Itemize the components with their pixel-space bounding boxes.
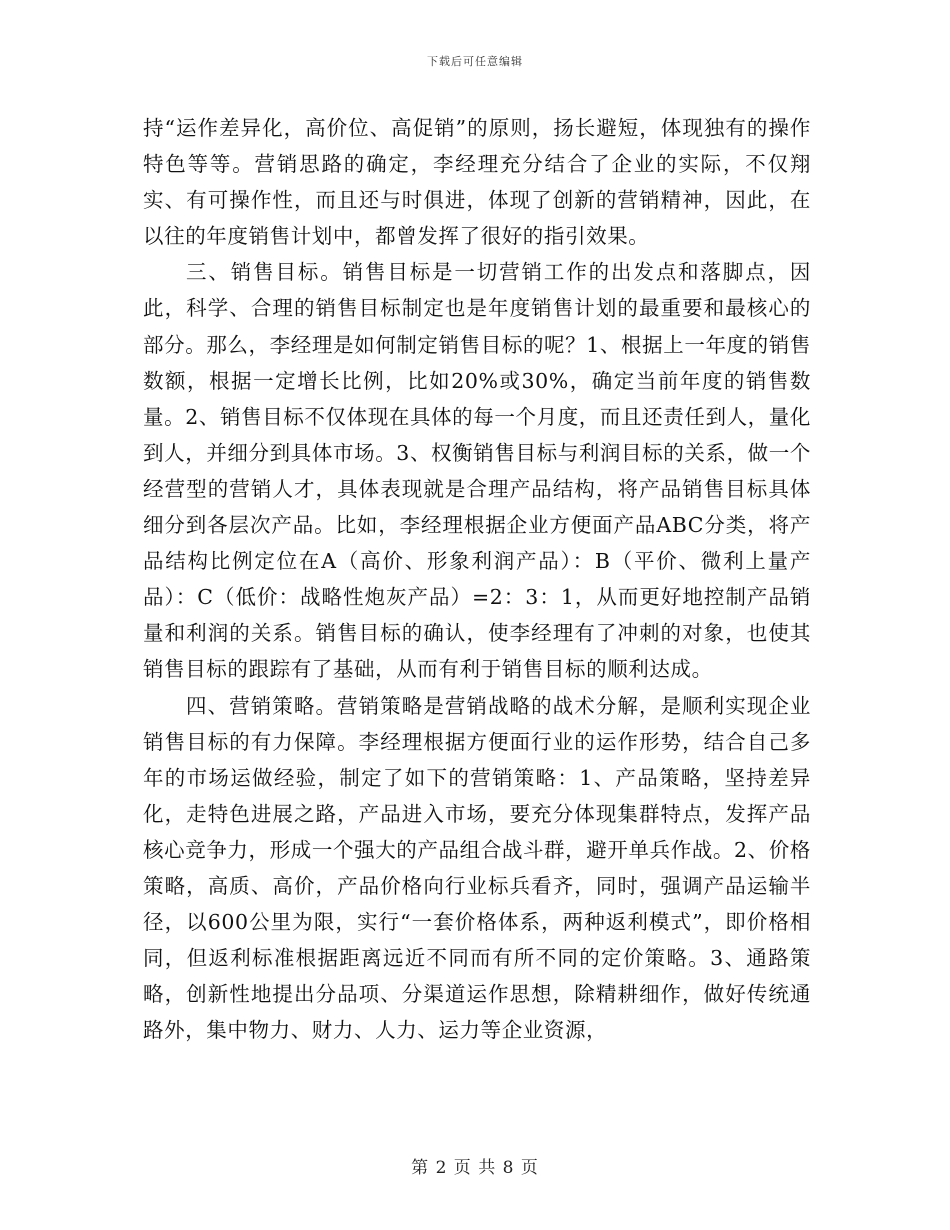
paragraph-sales-target: 三、销售目标。销售目标是一切营销工作的出发点和落脚点，因此，科学、合理的销售目标制定也是年度销售计划的最重要和最核心的部分。那么，李经理是如何制定销售目标的呢？1、根据上一年度的销售数额，根据一定增长比例，比如20%或30%，确定当前年度的销售数量。2、销售目标不仅体现在具体的每一个月度，而且还责任到人，量化到人，并细分到具体市场。3、权衡销售目标与利润目标的关系，做一个经营型的营销人才，具体表现就是合理产品结构，将产品销售目标具体细分到各层次产品。比如，李经理根据企业方便面产品ABC分类，将产品结构比例定位在A（高价、形象利润产品）：B（平价、微利上量产品）：C（低价：战略性炮灰产品）=2：3：1，从而更好地控制产品销量和利润的关系。销售目标的确认，使李经理有了冲刺的对象，也使其销售目标的跟踪有了基础，从而有利于销售目标的顺利达成。 [143, 260, 811, 682]
page-header-note: 下载后可任意编辑 [427, 55, 523, 68]
document-body [143, 110, 811, 1048]
paragraph-continuation: 持“运作差异化，高价位、高促销”的原则，扬长避短，体现独有的操作特色等等。营销思路的确定，李经理充分结合了企业的实际，不仅翔实、有可操作性，而且还与时俱进，体现了创新的营销精神，因此，在以往的年度销售计划中，都曾发挥了很好的指引效果。 [143, 116, 811, 249]
paragraph-marketing-strategy: 四、营销策略。营销策略是营销战略的战术分解，是顺利实现企业销售目标的有力保障。李经理根据方便面行业的运作形势，结合自己多年的市场运做经验，制定了如下的营销策略：1、产品策略，坚持差异化，走特色进展之路，产品进入市场，要充分体现集群特点，发挥产品核心竞争力，形成一个强大的产品组合战斗群，避开单兵作战。2、价格策略，高质、高价，产品价格向行业标兵看齐，同时，强调产品运输半径，以600公里为限，实行“一套价格体系，两种返利模式”，即价格相同，但返利标准根据距离远近不同而有所不同的定价策略。3、通路策略，创新性地提出分品项、分渠道运作思想，除精耕细作，做好传统通路外，集中物力、财力、人力、运力等企业资源， [143, 693, 811, 1043]
page-number-footer: 第 2 页 共 8 页 [411, 1158, 539, 1178]
